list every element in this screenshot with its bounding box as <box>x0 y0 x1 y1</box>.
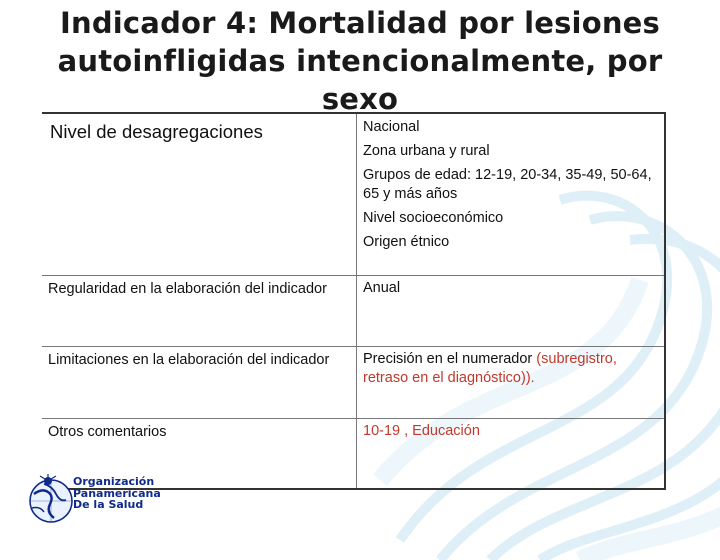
row-label-cell <box>42 275 357 346</box>
row-label-cell <box>42 113 357 275</box>
indicator-table <box>42 112 666 490</box>
globe-icon <box>24 474 78 528</box>
slide-title <box>0 4 720 118</box>
row-value-cell <box>357 113 666 275</box>
row-value: Anual <box>363 279 401 296</box>
logo-text <box>73 476 161 511</box>
row-value-cell <box>357 275 666 346</box>
logo-line: Panamericana <box>73 486 161 500</box>
disaggregation-list <box>357 114 664 252</box>
title-line: sexo <box>321 82 399 116</box>
list-item: Nacional <box>363 119 420 135</box>
row-label: Regularidad en la elaboración del indicador <box>48 280 327 297</box>
value-main-text: Precisión en el numerador <box>363 350 537 367</box>
logo-line: De la Salud <box>73 498 144 511</box>
row-value: 10-19 , Educación <box>363 422 480 439</box>
list-item: Origen étnico <box>363 234 450 250</box>
list-item: Grupos de edad: 12-19, 20-34, 35-49, 50-64, 65 y más años <box>363 167 652 202</box>
title-line: autoinfligidas intencionalmente, por <box>57 44 663 78</box>
table-row-disaggregation <box>42 113 665 275</box>
row-value <box>357 347 664 388</box>
row-label: Limitaciones en la elaboración del indicador <box>48 351 330 368</box>
row-label: Otros comentarios <box>48 423 167 440</box>
value-highlight-text: (subregistro, retraso en el diagnóstico)). <box>363 350 617 386</box>
row-label-cell <box>42 346 357 418</box>
title-line: Indicador 4: Mortalidad por lesiones <box>59 6 660 40</box>
paho-logo <box>24 472 184 530</box>
table-row-regularity <box>42 275 665 346</box>
table-row-limitations <box>42 346 665 418</box>
row-value-cell <box>357 418 666 489</box>
list-item: Zona urbana y rural <box>363 143 490 159</box>
list-item: Nivel socioeconómico <box>363 210 504 226</box>
logo-line: Organización <box>73 475 155 488</box>
row-label: Nivel de desagregaciones <box>50 121 263 142</box>
row-value-cell <box>357 346 666 418</box>
